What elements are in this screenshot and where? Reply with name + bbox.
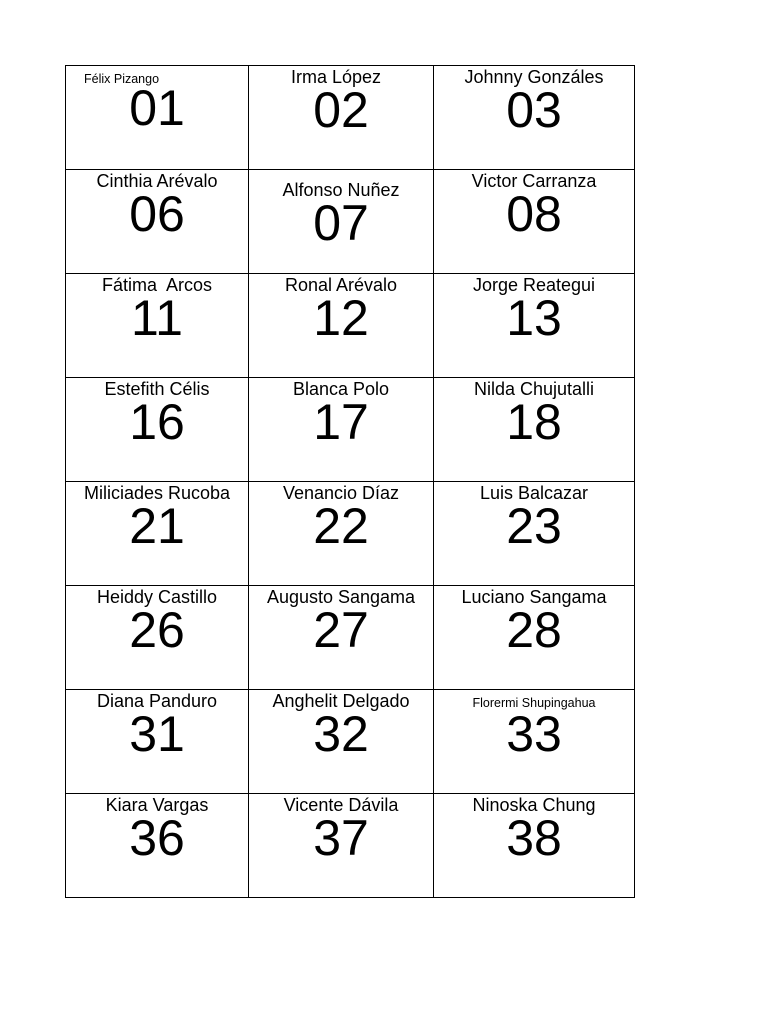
card-number: 21 — [129, 498, 185, 554]
card-number: 11 — [131, 290, 183, 346]
table-row — [66, 690, 635, 794]
person-name: Blanca Polo — [292, 379, 390, 399]
card-cell — [249, 794, 434, 898]
person-name: Vicente Dávila — [283, 795, 399, 815]
card-number: 08 — [506, 186, 562, 242]
card-cell — [434, 482, 635, 586]
person-name: Fátima Arcos — [101, 275, 213, 295]
card-number: 06 — [129, 186, 185, 242]
card-cell — [249, 66, 434, 170]
person-name: Ninoska Chung — [472, 795, 596, 815]
person-name: Félix Pizango — [84, 72, 160, 86]
card-number: 18 — [506, 394, 562, 450]
card-number: 38 — [506, 810, 562, 866]
card-cell — [66, 378, 249, 482]
card-number: 03 — [506, 82, 562, 138]
table-row — [66, 170, 635, 274]
person-name: Diana Panduro — [96, 691, 218, 711]
card-number: 23 — [506, 498, 562, 554]
person-name: Anghelit Delgado — [272, 691, 410, 711]
card-number: 17 — [313, 394, 369, 450]
card-number: 26 — [129, 602, 185, 658]
card-number: 22 — [313, 498, 369, 554]
card-number: 13 — [506, 290, 562, 346]
card-cell — [66, 170, 249, 274]
card-cell — [249, 378, 434, 482]
card-number: 36 — [129, 810, 185, 866]
card-cell — [249, 690, 434, 794]
card-cell — [66, 482, 249, 586]
card-cell — [434, 586, 635, 690]
person-name: Florermi Shupingahua — [472, 696, 596, 710]
card-cell — [434, 690, 635, 794]
table-row — [66, 586, 635, 690]
person-name: Ronal Arévalo — [284, 275, 398, 295]
person-name: Augusto Sangama — [266, 587, 416, 607]
person-name: Nilda Chujutalli — [473, 379, 595, 399]
table-row — [66, 274, 635, 378]
card-number: 07 — [313, 195, 369, 251]
card-cell — [66, 274, 249, 378]
card-cell — [434, 66, 635, 170]
card-cell — [249, 274, 434, 378]
person-name: Irma López — [290, 67, 382, 87]
card-number: 31 — [129, 706, 185, 762]
card-number: 16 — [129, 394, 185, 450]
card-number: 12 — [313, 290, 369, 346]
card-cell — [249, 586, 434, 690]
person-name: Luis Balcazar — [479, 483, 589, 503]
person-name: Luciano Sangama — [461, 587, 607, 607]
name-number-grid — [65, 65, 635, 898]
card-cell — [66, 66, 249, 170]
card-cell — [434, 274, 635, 378]
card-number: 32 — [313, 706, 369, 762]
card-cell — [434, 170, 635, 274]
person-name: Heiddy Castillo — [96, 587, 218, 607]
card-number: 01 — [129, 80, 185, 136]
card-cell — [66, 586, 249, 690]
person-name: Estefith Célis — [104, 379, 210, 399]
card-number: 02 — [313, 82, 369, 138]
person-name: Kiara Vargas — [105, 795, 209, 815]
person-name: Alfonso Nuñez — [282, 180, 400, 200]
card-cell — [249, 482, 434, 586]
card-cell — [249, 170, 434, 274]
person-name: Venancio Díaz — [282, 483, 400, 503]
table-row — [66, 378, 635, 482]
table-row — [66, 482, 635, 586]
person-name: Victor Carranza — [471, 171, 597, 191]
card-number: 27 — [313, 602, 369, 658]
person-name: Cinthia Arévalo — [96, 171, 218, 191]
person-name: Johnny Gonzáles — [464, 67, 604, 87]
card-cell — [66, 690, 249, 794]
card-number: 28 — [506, 602, 562, 658]
card-cell — [66, 794, 249, 898]
person-name: Miliciades Rucoba — [83, 483, 231, 503]
table-row — [66, 794, 635, 898]
person-name: Jorge Reategui — [472, 275, 596, 295]
table-row — [66, 66, 635, 170]
card-number: 33 — [506, 706, 562, 762]
card-cell — [434, 794, 635, 898]
card-cell — [434, 378, 635, 482]
card-number: 37 — [313, 810, 369, 866]
